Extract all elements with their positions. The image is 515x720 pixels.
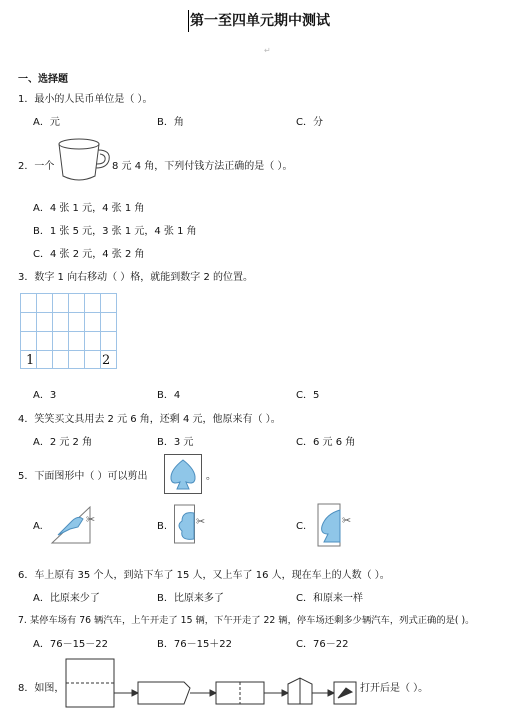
q5-option-a: A. — [33, 521, 43, 532]
question-5-stem: 5．下面图形中（ ）可以剪出 — [18, 471, 148, 482]
q7-option-c: C．76－22 — [296, 639, 349, 650]
question-6-stem: 6．车上原有 35 个人，到站下车了 15 人，又上车了 16 人，现在车上的人数（ ）。 — [18, 570, 390, 581]
question-8-stem-start: 8．如图， — [18, 683, 65, 694]
q1-option-a: A．元 — [33, 117, 60, 128]
q7-option-b: B．76－15＋22 — [157, 639, 233, 650]
q4-option-b: B．3 元 — [157, 437, 194, 448]
q2-option-b: B．1 张 5 元，3 张 1 元，4 张 1 角 — [33, 226, 197, 237]
grid-number-2: 2 — [102, 353, 111, 368]
q5-option-b: B. — [157, 521, 168, 532]
grid-number-1: 1 — [26, 353, 35, 368]
svg-text:✂: ✂ — [196, 515, 206, 528]
q1-option-b: B．角 — [157, 117, 184, 128]
folded-paper-a-image — [50, 505, 98, 545]
q4-option-c: C．6 元 6 角 — [296, 437, 356, 448]
section-heading: 一、选择题 — [18, 74, 68, 85]
return-mark-icon: ↵ — [264, 46, 271, 55]
folded-paper-c-image — [314, 502, 356, 548]
q6-option-b: B．比原来多了 — [157, 593, 224, 604]
question-4-stem: 4．笑笑买文具用去 2 元 6 角，还剩 4 元，他原来有（ ）。 — [18, 414, 281, 425]
question-7-stem: 7. 某停车场有 76 辆汽车，上午开走了 15 辆，下午开走了 22 辆，停车场还剩多少辆汽车，列式正确的是( )。 — [18, 615, 475, 626]
q3-option-b: B．4 — [157, 390, 181, 401]
q2-option-c: C．4 张 2 元，4 张 2 角 — [33, 249, 145, 260]
q6-option-a: A．比原来少了 — [33, 593, 100, 604]
svg-text:✂: ✂ — [86, 513, 96, 526]
question-5-period: 。 — [206, 471, 216, 482]
svg-text:✂: ✂ — [342, 514, 352, 527]
cursor-bar — [188, 10, 189, 32]
page-title: 第一至四单元期中测试 — [190, 13, 330, 29]
q6-option-c: C．和原来一样 — [296, 593, 363, 604]
question-3-stem: 3．数字 1 向右移动（ ）格，就能到数字 2 的位置。 — [18, 272, 253, 283]
q7-option-a: A．76－15－22 — [33, 639, 109, 650]
q4-option-a: A．2 元 2 角 — [33, 437, 93, 448]
q2-option-a: A．4 张 1 元，4 张 1 角 — [33, 203, 145, 214]
cup-image — [55, 136, 111, 186]
question-1-stem: 1．最小的人民币单位是（ ）。 — [18, 94, 153, 105]
q5-option-c: C. — [296, 521, 307, 532]
question-2-stem-end: 8 元 4 角，下列付钱方法正确的是（ ）。 — [112, 161, 293, 172]
folded-paper-b-image — [174, 503, 212, 547]
q3-option-a: A．3 — [33, 390, 57, 401]
q1-option-c: C．分 — [296, 117, 323, 128]
paper-folding-sequence — [62, 658, 362, 710]
question-8-stem-end: 打开后是（ ）。 — [360, 683, 429, 694]
q3-option-c: C．5 — [296, 390, 320, 401]
question-2-stem-start: 2．一个 — [18, 161, 55, 172]
spade-shape-image — [164, 454, 202, 494]
